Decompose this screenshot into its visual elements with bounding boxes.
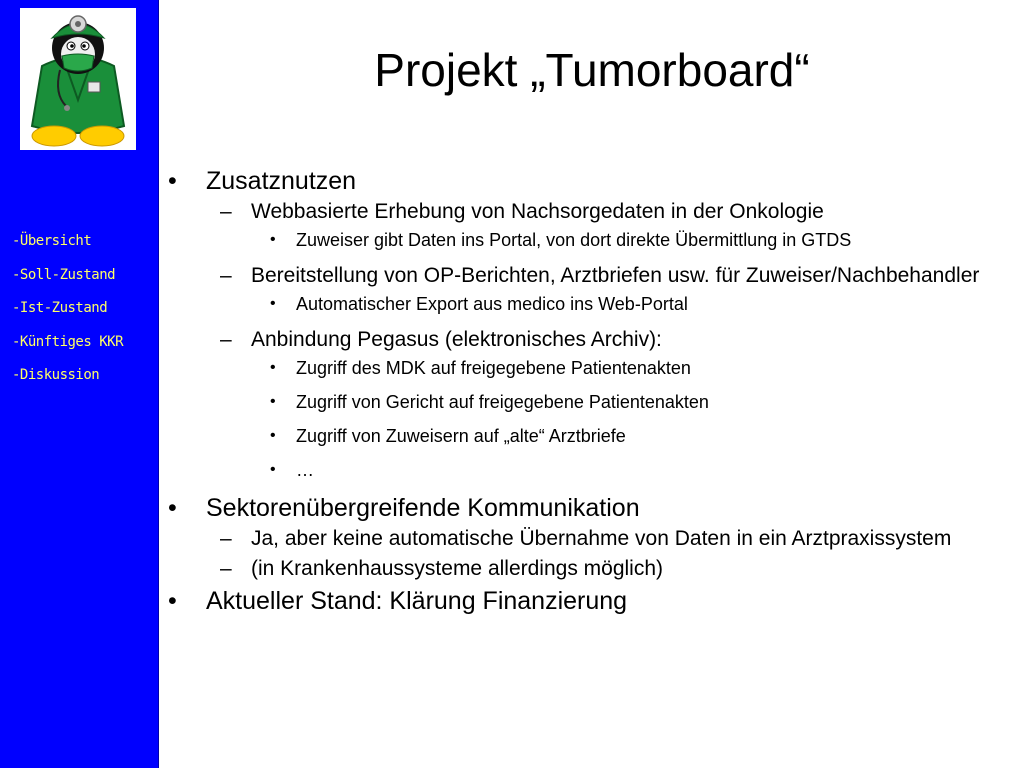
bullet-text: Zuweiser gibt Daten ins Portal, von dort direkte Übermittlung in GTDS — [296, 230, 852, 250]
bullet-text: Bereitstellung von OP-Berichten, Arztbriefen usw. für Zuweiser/Nachbehandler — [251, 264, 980, 287]
dash-marker: – — [220, 328, 232, 351]
nav-item-soll-zustand[interactable]: -Soll-Zustand — [12, 266, 116, 283]
slide-content — [168, 165, 1020, 618]
bullet-text: Zusatznutzen — [206, 167, 357, 195]
bullet-marker: • — [270, 231, 276, 248]
sub-bullet-keine-uebernahme — [168, 525, 1020, 553]
bullet-text: Anbindung Pegasus (elektronisches Archiv): — [251, 328, 662, 351]
nav-item-kuenftiges-kkr[interactable]: -Künftiges KKR — [12, 333, 124, 350]
bullet-text: Zugriff von Zuweisern auf „alte“ Arztbriefe — [296, 426, 626, 446]
bullet-text: Webbasierte Erhebung von Nachsorgedaten in der Onkologie — [251, 200, 824, 223]
sub-sub-bullet-zugriff-mdk — [168, 356, 1020, 380]
nav-item-ist-zustand[interactable]: -Ist-Zustand — [12, 300, 108, 316]
bullet-text: Sektorenübergreifende Kommunikation — [206, 494, 640, 522]
dash-marker: – — [220, 200, 232, 223]
penguin-doctor-icon — [20, 8, 136, 150]
sub-sub-bullet-zugriff-gericht — [168, 390, 1020, 414]
bullet-aktueller-stand — [168, 585, 1020, 617]
bullet-marker: • — [168, 167, 177, 195]
sub-sub-bullet-ellipsis — [168, 458, 1020, 482]
bullet-text: Aktueller Stand: Klärung Finanzierung — [206, 587, 628, 615]
sub-sub-bullet-automatischer-export — [168, 292, 1020, 316]
slide-title: Projekt „Tumorboard“ — [374, 44, 810, 96]
bullet-text: Zugriff von Gericht auf freigegebene Patientenakten — [296, 392, 709, 412]
bullet-text: Automatischer Export aus medico ins Web-Portal — [296, 294, 688, 314]
bullet-marker: • — [270, 393, 276, 410]
nav-item-diskussion[interactable]: -Diskussion — [12, 367, 100, 383]
bullet-marker: • — [270, 359, 276, 376]
nav-item-uebersicht[interactable]: -Übersicht — [12, 233, 92, 249]
dash-marker: – — [220, 557, 232, 580]
sub-bullet-anbindung-pegasus — [168, 326, 1020, 354]
bullet-marker: • — [270, 461, 276, 478]
bullet-zusatznutzen — [168, 165, 1020, 197]
penguin-doctor-logo — [20, 8, 136, 150]
bullet-marker: • — [168, 494, 177, 522]
sub-sub-bullet-zugriff-zuweiser — [168, 424, 1020, 448]
bullet-marker: • — [168, 587, 177, 615]
dash-marker: – — [220, 264, 232, 287]
bullet-text: (in Krankenhaussysteme allerdings möglich) — [251, 557, 664, 580]
sub-sub-bullet-zuweiser-portal — [168, 228, 1020, 252]
bullet-sektorenuebergreifend — [168, 492, 1020, 524]
dash-marker: – — [220, 527, 232, 550]
sub-bullet-krankenhaussysteme — [168, 555, 1020, 583]
bullet-text: … — [296, 460, 314, 480]
bullet-marker: • — [270, 427, 276, 444]
sub-bullet-bereitstellung — [168, 262, 1020, 290]
sidebar — [0, 0, 159, 768]
sidebar-nav — [12, 232, 123, 400]
bullet-text: Zugriff des MDK auf freigegebene Patientenakten — [296, 358, 691, 378]
bullet-marker: • — [270, 295, 276, 312]
sub-bullet-webbasierte-erhebung — [168, 198, 1020, 226]
bullet-text: Ja, aber keine automatische Übernahme von Daten in ein Arztpraxissystem — [251, 527, 952, 550]
